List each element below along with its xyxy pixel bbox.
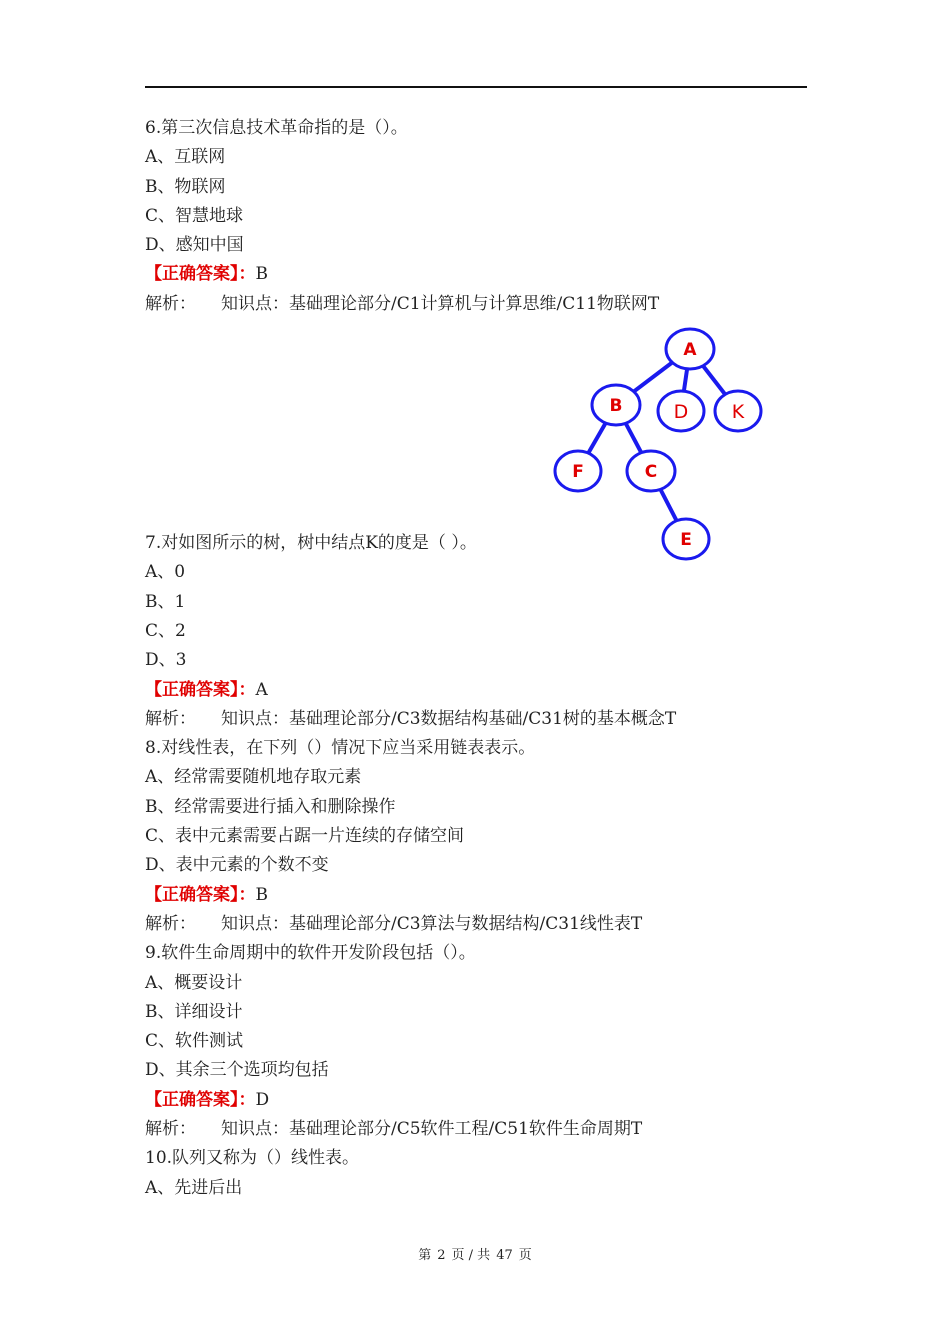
footer-mid: 页 / 共 (451, 1248, 491, 1263)
page-footer (0, 1244, 950, 1263)
footer-page: 2 (437, 1248, 446, 1263)
option: D、其余三个选项均包括 (145, 1060, 329, 1081)
option: A、先进后出 (145, 1177, 243, 1198)
answer-line (145, 260, 825, 289)
analysis-line (145, 705, 825, 734)
option: C、2 (145, 620, 186, 641)
option: B、1 (145, 591, 186, 612)
answer-line (145, 1086, 825, 1115)
question-stem: 8.对线性表，在下列（）情况下应当采用链表表示。 (145, 738, 536, 759)
option: A、0 (145, 562, 186, 583)
node-label-k: K (731, 401, 745, 423)
answer-line (145, 881, 825, 910)
analysis-line (145, 910, 825, 939)
option: A、互联网 (145, 147, 226, 168)
header-rule (145, 86, 807, 88)
analysis-label: 解析： (145, 293, 196, 314)
analysis-label: 解析： (145, 913, 196, 934)
answer-value: B (255, 884, 268, 905)
analysis-text: 知识点：基础理论部分/C3数据结构基础/C31树的基本概念T (221, 708, 677, 729)
answer-label: 【正确答案】： (145, 884, 256, 905)
answer-value: D (255, 1089, 270, 1110)
analysis-line (145, 1115, 825, 1144)
option: B、经常需要进行插入和删除操作 (145, 796, 396, 817)
node-label-a: A (683, 340, 697, 360)
analysis-label: 解析： (145, 708, 196, 729)
answer-value: A (255, 679, 268, 700)
option: A、经常需要随机地存取元素 (145, 767, 362, 788)
option: B、物联网 (145, 176, 226, 197)
option: C、智慧地球 (145, 205, 244, 226)
question-stem: 7.对如图所示的树，树中结点K的度是（ ）。 (145, 533, 477, 554)
footer-total: 47 (496, 1248, 513, 1263)
analysis-text: 知识点：基础理论部分/C5软件工程/C51软件生命周期T (221, 1119, 643, 1140)
question-stem: 9.软件生命周期中的软件开发阶段包括（）。 (145, 943, 476, 964)
option: D、3 (145, 650, 187, 671)
node-label-f: F (572, 462, 584, 482)
analysis-label: 解析： (145, 1119, 196, 1140)
answer-label: 【正确答案】： (145, 679, 256, 700)
analysis-text: 知识点：基础理论部分/C3算法与数据结构/C31线性表T (221, 913, 643, 934)
question-stem: 10.队列又称为（）线性表。 (145, 1148, 360, 1169)
node-label-b: B (609, 396, 623, 416)
option: D、感知中国 (145, 235, 244, 256)
answer-line (145, 676, 825, 705)
node-label-e: E (680, 530, 692, 550)
option: C、表中元素需要占踞一片连续的存储空间 (145, 826, 465, 847)
analysis-text: 知识点：基础理论部分/C1计算机与计算思维/C11物联网T (221, 293, 660, 314)
answer-value: B (255, 264, 268, 285)
footer-prefix: 第 (418, 1248, 432, 1263)
question-stem: 6.第三次信息技术革命指的是（）。 (145, 118, 408, 138)
option: B、详细设计 (145, 1001, 243, 1022)
tree-figure (550, 325, 770, 565)
option: C、软件测试 (145, 1031, 244, 1052)
answer-label: 【正确答案】： (145, 1089, 256, 1110)
option: A、概要设计 (145, 972, 243, 993)
node-label-d: D (673, 401, 689, 423)
analysis-line (145, 290, 825, 319)
document-body (145, 114, 825, 1203)
footer-suffix: 页 (518, 1248, 532, 1263)
answer-label: 【正确答案】： (145, 264, 256, 285)
tree-edges (578, 349, 738, 539)
node-label-c: C (644, 462, 658, 482)
option: D、表中元素的个数不变 (145, 855, 329, 876)
